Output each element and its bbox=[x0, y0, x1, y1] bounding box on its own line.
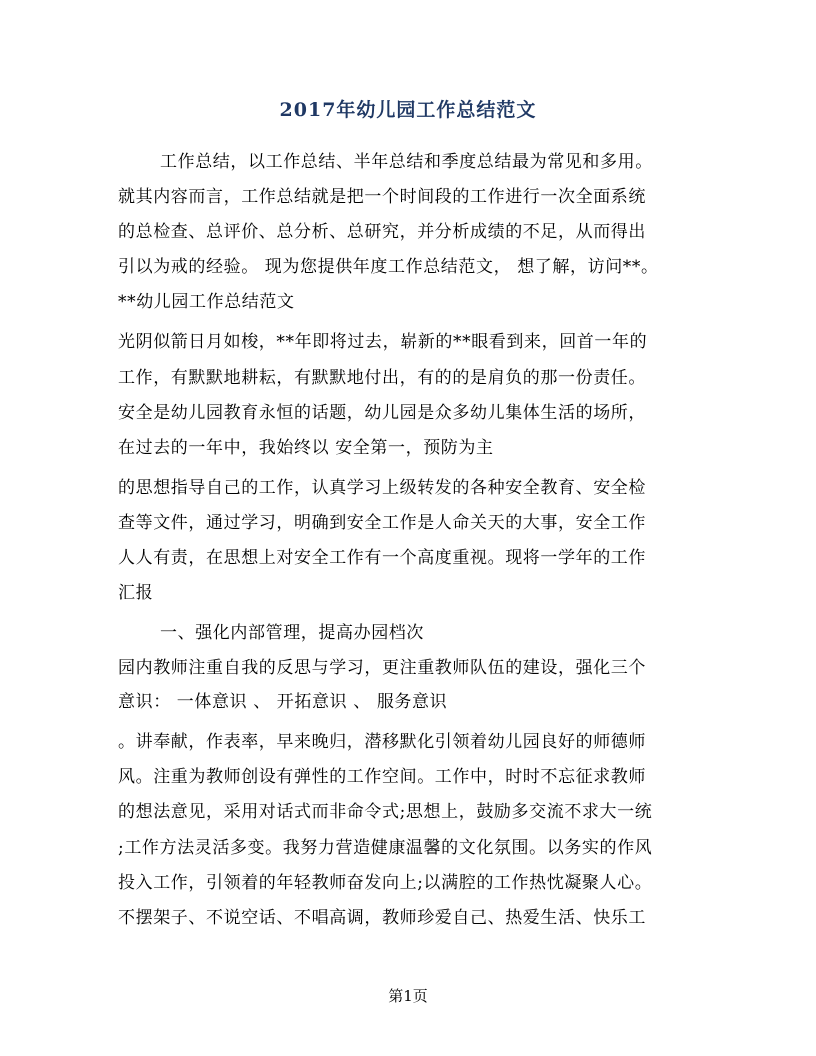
paragraph-line: 引以为戒的经验。 现为您提供年度工作总结范文， 想了解，访问**。 bbox=[118, 257, 659, 277]
document-title: 2017年幼儿园工作总结范文 bbox=[279, 99, 537, 121]
paragraph-line: 的思想指导自己的工作，认真学习上级转发的各种安全教育、安全检 bbox=[118, 478, 646, 498]
section-heading: 一、强化内部管理，提高办园档次 bbox=[160, 623, 424, 643]
paragraph-line: 光阴似箭日月如梭，**年即将过去，崭新的**眼看到来，回首一年的 bbox=[118, 332, 648, 352]
paragraph-line: 安全是幼儿园教育永恒的话题，幼儿园是众多幼儿集体生活的场所， bbox=[118, 403, 646, 423]
paragraph-line: 查等文件，通过学习，明确到安全工作是人命关天的大事，安全工作 bbox=[118, 513, 646, 533]
paragraph-line: ;工作方法灵活多变。我努力营造健康温馨的文化氛围。以务实的作风 bbox=[118, 838, 653, 858]
paragraph-line: 风。注重为教师创设有弹性的工作空间。工作中，时时不忘征求教师 bbox=[118, 767, 646, 787]
paragraph-line: 不摆架子、不说空话、不唱高调，教师珍爱自己、热爱生活、快乐工 bbox=[118, 908, 646, 928]
paragraph-line: 工作总结，以工作总结、半年总结和季度总结最为常见和多用。 bbox=[160, 152, 653, 172]
paragraph-line: 在过去的一年中，我始终以 安全第一，预防为主 bbox=[118, 438, 494, 458]
paragraph-line: **幼儿园工作总结范文 bbox=[118, 292, 295, 312]
paragraph-line: 投入工作，引领着的年轻教师奋发向上;以满腔的工作热忱凝聚人心。 bbox=[118, 873, 653, 893]
page-number: 第1页 bbox=[388, 987, 428, 1005]
paragraph-line: 的想法意见，采用对话式而非命令式;思想上，鼓励多交流不求大一统 bbox=[118, 802, 653, 822]
paragraph-line: 工作，有默默地耕耘，有默默地付出，有的的是肩负的那一份责任。 bbox=[118, 368, 646, 388]
paragraph-line: 人人有责，在思想上对安全工作有一个高度重视。现将一学年的工作 bbox=[118, 548, 646, 568]
paragraph-line: 的总检查、总评价、总分析、总研究，并分析成绩的不足，从而得出 bbox=[118, 222, 646, 242]
paragraph-line: 意识： 一体意识 、 开拓意识 、 服务意识 bbox=[118, 692, 448, 712]
paragraph-line: 汇报 bbox=[118, 583, 154, 603]
paragraph-line: 。讲奉献，作表率，早来晚归，潜移默化引领着幼儿园良好的师德师 bbox=[118, 732, 646, 752]
paragraph-line: 园内教师注重自我的反思与学习，更注重教师队伍的建设，强化三个 bbox=[118, 658, 646, 678]
paragraph-line: 就其内容而言，工作总结就是把一个时间段的工作进行一次全面系统 bbox=[118, 187, 646, 207]
